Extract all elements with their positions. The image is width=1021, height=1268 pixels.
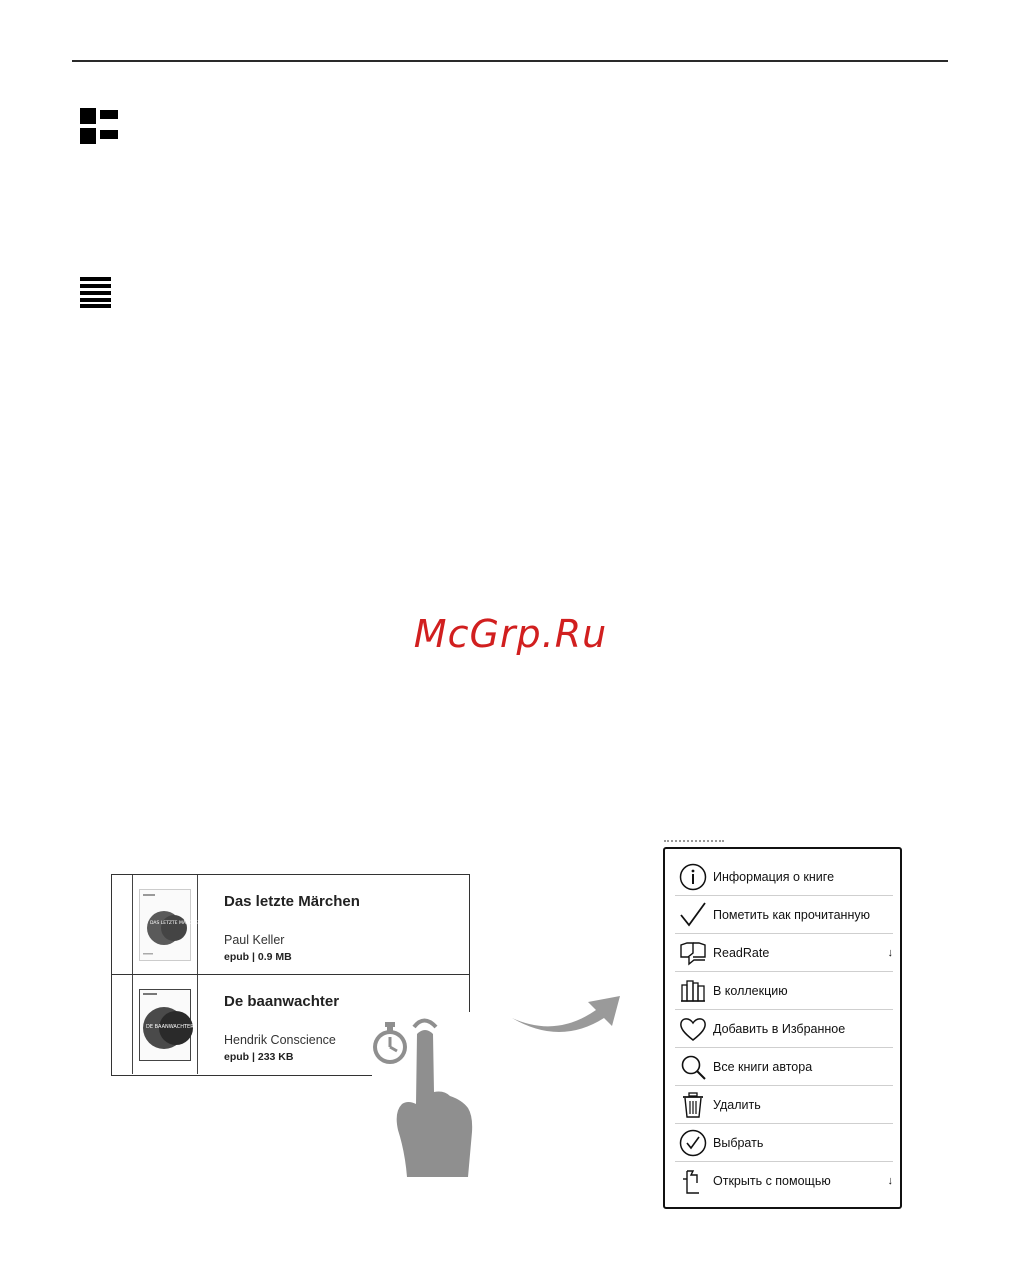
top-divider <box>72 60 948 62</box>
menu-item-label: Открыть с помощью <box>713 1174 831 1188</box>
cover-title-text: DE BAANWACHTER <box>146 1024 194 1030</box>
list-view-icon[interactable] <box>80 277 112 309</box>
context-menu <box>663 847 902 1209</box>
menu-item-label: Информация о книге <box>713 870 835 884</box>
cover-art <box>140 890 202 960</box>
submenu-arrow-icon: ↓ <box>887 1175 893 1187</box>
menu-item-label: ReadRate <box>713 946 770 960</box>
book-title: De baanwachter <box>224 993 340 1010</box>
menu-item-select[interactable] <box>675 1124 893 1162</box>
curved-arrow-icon <box>508 990 626 1036</box>
collection-icon <box>679 977 707 1005</box>
menu-item-label: В коллекцию <box>713 984 788 998</box>
long-press-hand-icon <box>372 1012 472 1182</box>
cover-column <box>133 975 198 1074</box>
readrate-icon <box>679 939 707 967</box>
open-with-icon <box>679 1167 707 1195</box>
menu-item-collection[interactable] <box>675 972 893 1010</box>
book-cover <box>139 989 194 1061</box>
row-strip <box>112 875 133 974</box>
menu-tab-indicator <box>664 840 724 846</box>
heart-icon <box>679 1015 707 1043</box>
cover-column <box>133 875 202 974</box>
book-title: Das letzte Märchen <box>224 893 360 910</box>
cover-title-text: DAS LETZTE MÄRCHEN <box>150 921 202 926</box>
detailed-view-icon[interactable] <box>80 108 120 144</box>
menu-item-delete[interactable] <box>675 1086 893 1124</box>
book-author: Paul Keller <box>224 933 285 947</box>
book-meta: epub | 0.9 MB <box>224 951 292 963</box>
menu-item-label: Пометить как прочитанную <box>713 908 870 922</box>
menu-item-label: Выбрать <box>713 1136 764 1150</box>
menu-item-label: Добавить в Избранное <box>713 1022 846 1036</box>
watermark: McGrp.Ru <box>413 612 608 656</box>
menu-item-label: Все книги автора <box>713 1060 813 1074</box>
search-icon <box>679 1053 707 1081</box>
menu-item-author-books[interactable] <box>675 1048 893 1086</box>
info-icon <box>679 863 707 891</box>
book-meta: epub | 233 KB <box>224 1051 294 1063</box>
menu-item-readrate[interactable] <box>675 934 893 972</box>
row-strip <box>112 975 133 1074</box>
book-cover <box>139 889 202 961</box>
book-row[interactable] <box>112 875 469 975</box>
menu-item-mark-read[interactable] <box>675 896 893 934</box>
menu-item-label: Удалить <box>713 1098 761 1112</box>
trash-icon <box>679 1091 707 1119</box>
book-author: Hendrik Conscience <box>224 1033 336 1047</box>
checkmark-icon <box>679 901 707 929</box>
menu-item-open-with[interactable] <box>675 1162 893 1200</box>
cover-art <box>140 990 194 1060</box>
submenu-arrow-icon: ↓ <box>887 947 893 959</box>
menu-item-favorites[interactable] <box>675 1010 893 1048</box>
menu-item-info[interactable] <box>675 858 893 896</box>
check-circle-icon <box>679 1129 707 1157</box>
